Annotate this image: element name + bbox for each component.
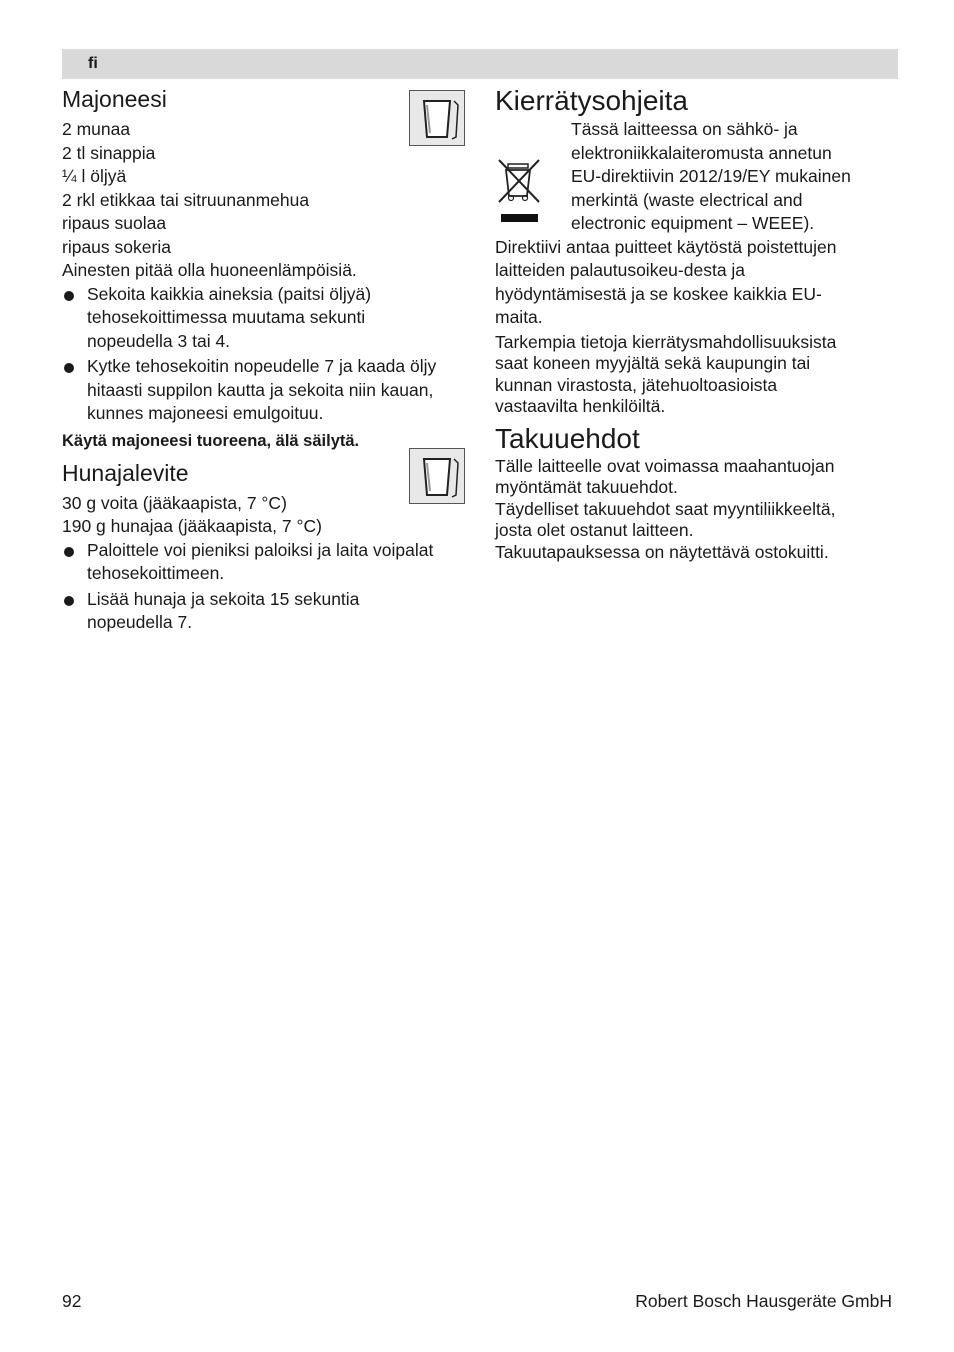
mayo-note: Käytä majoneesi tuoreena, älä säilytä. (62, 431, 360, 450)
step-line: Kytke tehosekoitin nopeudelle 7 ja kaada öljy (87, 356, 437, 376)
honey-step-2 (62, 588, 466, 635)
text-line: josta olet ostanut laitteen. (495, 520, 694, 540)
text-line: Direktiivi antaa puitteet käytöstä poistettujen (495, 236, 837, 257)
honey-title: Hunajalevite (62, 459, 189, 486)
step-line: tehosekoittimeen. (87, 563, 225, 583)
ingredient: ripaus sokeria (62, 236, 171, 257)
text-line: laitteiden palautusoikeu-desta ja (495, 260, 746, 280)
language-bar (62, 49, 898, 79)
recycling-para-1 (495, 236, 895, 330)
ingredient: 2 rkl etikkaa tai sitruunanmehua (62, 189, 310, 210)
text-line: electronic equipment – WEEE). (571, 213, 815, 233)
step-line: nopeudella 7. (87, 612, 193, 632)
company-name: Robert Bosch Hausgeräte GmbH (635, 1291, 892, 1311)
step-line: hitaasti suppilon kautta ja sekoita niin kauan, (87, 379, 434, 400)
text-line: vastaavilta henkilöiltä. (495, 396, 666, 416)
ingredient: ripaus suolaa (62, 213, 167, 233)
crossed-out-bin-icon (495, 156, 543, 228)
blender-jug-icon (409, 448, 465, 504)
left-column (62, 84, 466, 635)
step-line: nopeudella 3 tai 4. (87, 330, 231, 351)
text-line: saat koneen myyjältä sekä kaupungin tai (495, 353, 811, 373)
text-line: merkintä (waste electrical and (571, 189, 803, 210)
step-line: tehosekoittimessa muutama sekunti (87, 307, 366, 327)
recycling-title: Kierrätysohjeita (495, 85, 688, 116)
text-line: hyödyntämisestä ja se koskee kaikkia EU- (495, 283, 822, 304)
mayo-ingredients (62, 118, 466, 283)
text-line: elektroniikkalaiteromusta annetun (571, 142, 832, 163)
ingredient: 2 munaa (62, 119, 131, 139)
mayo-title: Majoneesi (62, 86, 167, 112)
text-line: kunnan virastosta, jätehuoltoasioista (495, 374, 778, 395)
text-line: EU-direktiivin 2012/19/EY mukainen (571, 166, 851, 186)
warranty-text (495, 456, 895, 564)
ingredient: ¼ l öljyä (62, 166, 127, 186)
step-line: Sekoita kaikkia aineksia (paitsi öljyä) (87, 283, 372, 304)
text-line: maita. (495, 307, 543, 327)
ingredient: 2 tl sinappia (62, 142, 156, 163)
blender-jug-icon (409, 90, 465, 146)
ingredient-note: Ainesten pitää olla huoneenlämpöisiä. (62, 260, 357, 280)
step-line: Paloittele voi pieniksi paloiksi ja laita voipalat (87, 539, 434, 560)
warranty-title: Takuuehdot (495, 422, 640, 454)
page-number: 92 (62, 1291, 82, 1311)
right-column (495, 84, 895, 563)
ingredient: 190 g hunajaa (jääkaapista, 7 °C) (62, 516, 322, 536)
text-line: Tälle laitteelle ovat voimassa maahantuojan (495, 455, 835, 476)
text-line: Täydelliset takuuehdot saat myyntiliikkeeltä, (495, 498, 836, 519)
recycling-intro (495, 118, 895, 236)
language-code: fi (88, 55, 98, 72)
text-line: Tarkempia tietoja kierrätysmahdollisuuksista (495, 331, 837, 352)
step-line: Lisää hunaja ja sekoita 15 sekuntia (87, 588, 360, 609)
mayo-step-2 (62, 355, 466, 426)
step-line: kunnes majoneesi emulgoituu. (87, 403, 324, 423)
recycling-para-2 (495, 332, 895, 418)
text-line: myöntämät takuuehdot. (495, 477, 678, 497)
honey-step-1 (62, 539, 466, 586)
mayo-step-1 (62, 283, 466, 354)
text-line: Tässä laitteessa on sähkö- ja (571, 119, 798, 139)
ingredient: 30 g voita (jääkaapista, 7 °C) (62, 492, 287, 513)
text-line: Takuutapauksessa on näytettävä ostokuitti. (495, 541, 829, 562)
